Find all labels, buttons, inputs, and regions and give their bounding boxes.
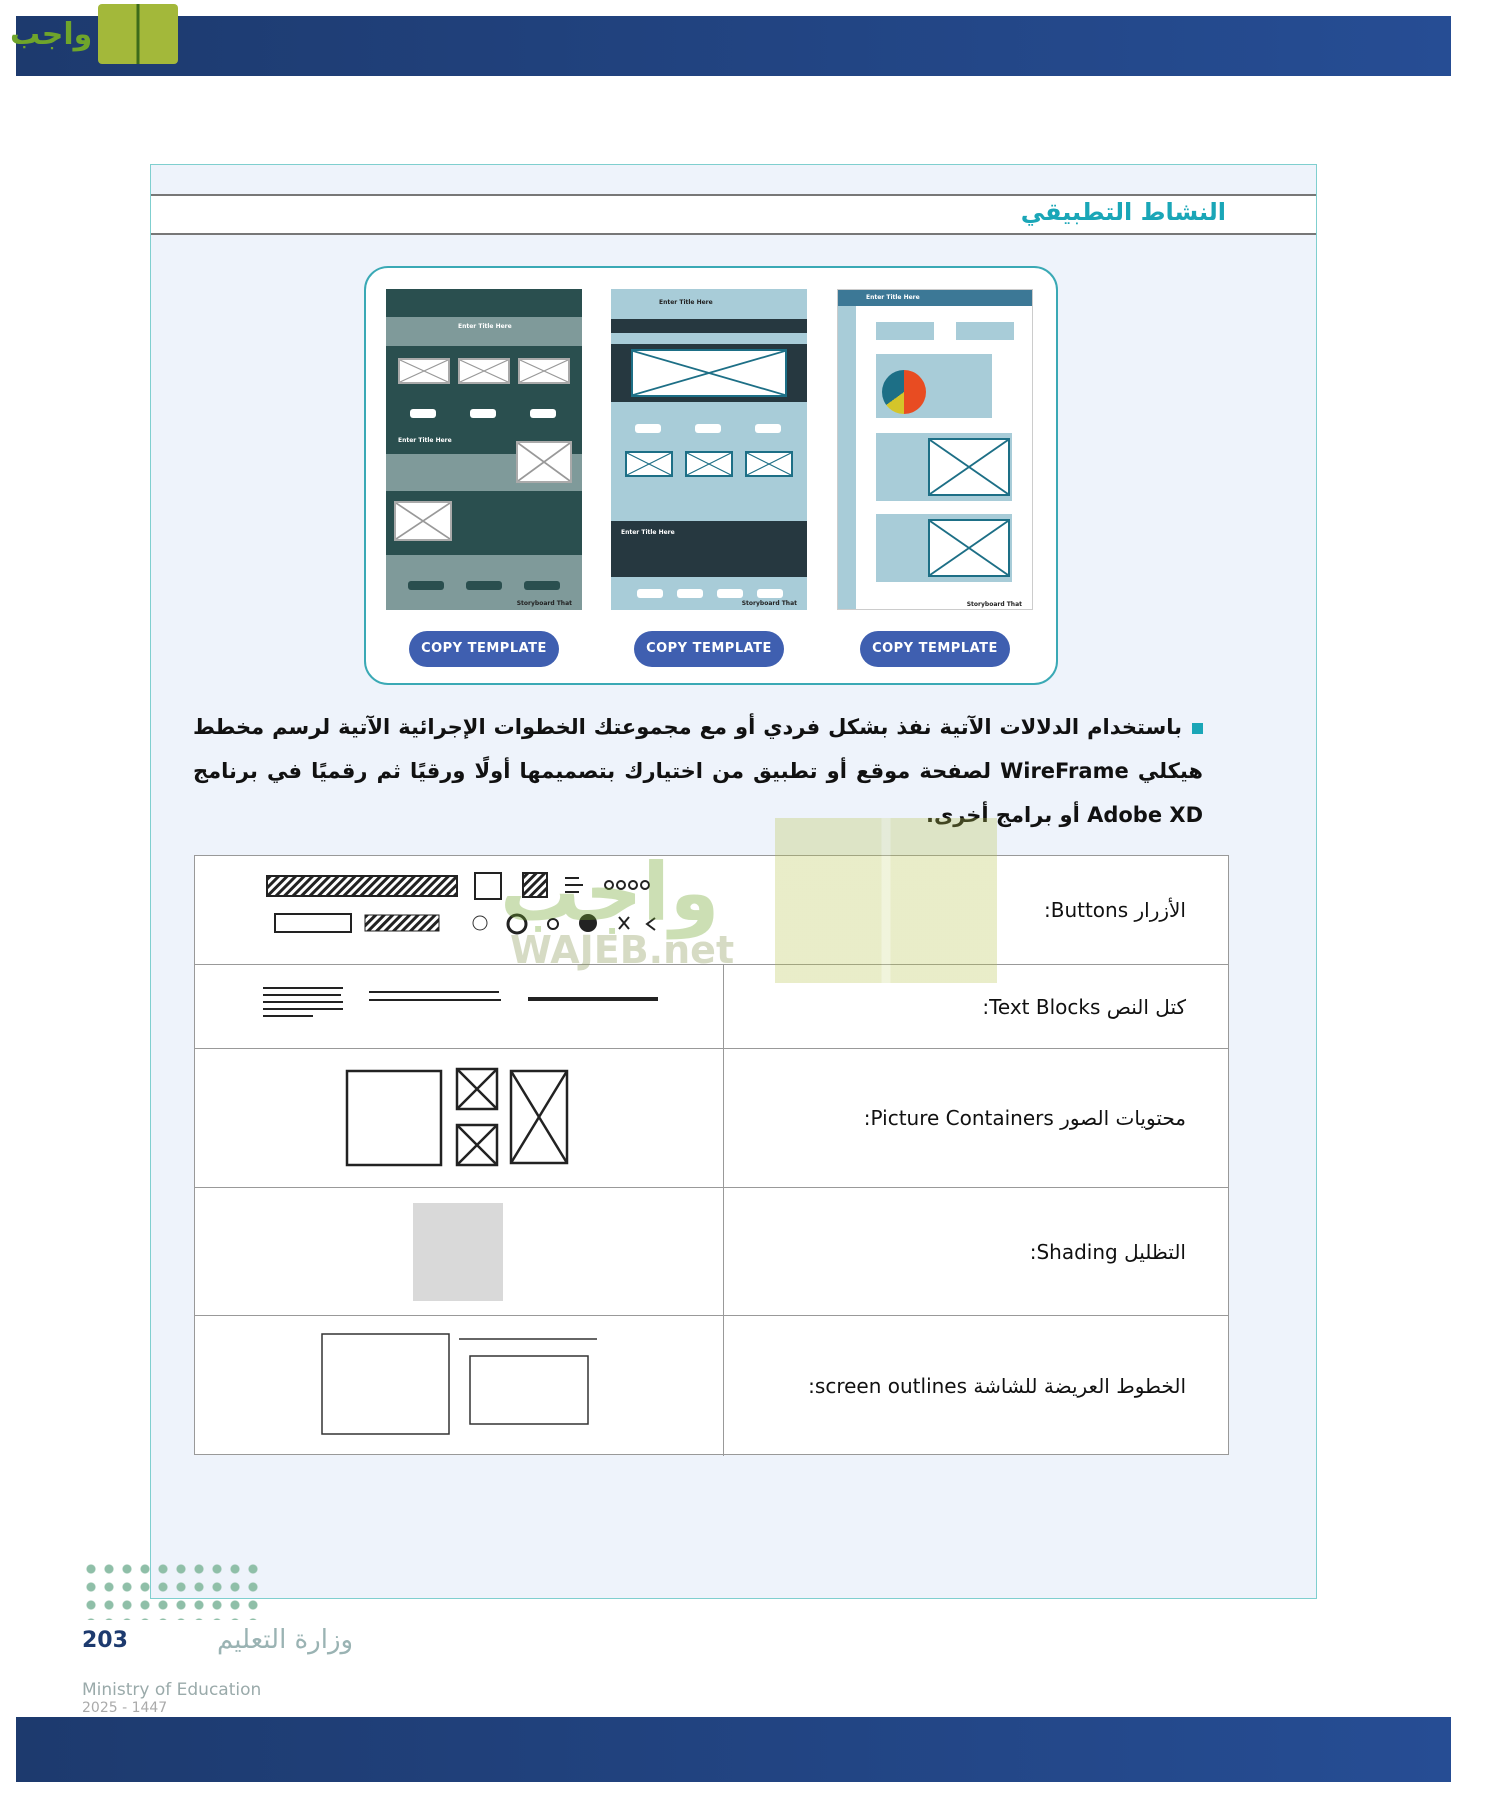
- column-divider: [723, 965, 724, 1048]
- brand-label: Storyboard That: [966, 601, 1022, 608]
- bottom-banner: [16, 1717, 1451, 1782]
- ministry-name-en: Ministry of Education: [82, 1680, 262, 1700]
- column-divider: [723, 1049, 724, 1187]
- edition-year: 2025 - 1447: [82, 1700, 168, 1716]
- row-label: التظليل Shading:: [1029, 1239, 1186, 1264]
- ministry-dots-icon: [82, 1560, 262, 1620]
- column-divider: [723, 1316, 724, 1456]
- column-divider: [723, 1188, 724, 1315]
- watermark-book-icon: [775, 818, 997, 983]
- picture-containers-sketch-icon: [195, 1049, 723, 1188]
- copy-template-button-2[interactable]: COPY TEMPLATE: [634, 631, 784, 667]
- shading-swatch-icon: [413, 1203, 503, 1301]
- logo-text: واجب: [10, 16, 93, 52]
- section-title: النشاط التطبيقي: [1020, 198, 1226, 226]
- template-preview-1[interactable]: [386, 289, 582, 610]
- activity-box: [150, 164, 1317, 1599]
- copy-template-button-1[interactable]: COPY TEMPLATE: [409, 631, 559, 667]
- template-preview-2[interactable]: [611, 289, 807, 610]
- template-title: Enter Title Here: [458, 323, 512, 330]
- text-blocks-sketch-icon: [195, 965, 723, 1049]
- table-row: [195, 1316, 1228, 1456]
- instructions-paragraph: [193, 705, 1203, 837]
- pie-chart-icon: [882, 370, 926, 414]
- brand-label: Storyboard That: [741, 600, 797, 607]
- top-banner: [16, 16, 1451, 76]
- row-label: محتويات الصور Picture Containers:: [863, 1106, 1186, 1130]
- template-preview-3[interactable]: [837, 289, 1033, 610]
- table-row: [195, 1188, 1228, 1316]
- table-row: [195, 1049, 1228, 1188]
- watermark-domain: WAJEB.net: [510, 928, 735, 972]
- wajeb-logo: [10, 4, 178, 64]
- template-title: Enter Title Here: [659, 299, 713, 306]
- template-subtitle: Enter Title Here: [621, 529, 675, 536]
- watermark-text: واجب: [500, 846, 720, 939]
- bullet-icon: [1192, 723, 1203, 734]
- row-label: الأزرار Buttons:: [1043, 898, 1186, 922]
- ministry-name-ar: وزارة التعليم: [217, 1625, 354, 1655]
- table-row: [195, 965, 1228, 1049]
- template-title: Enter Title Here: [866, 294, 920, 301]
- book-icon: [98, 4, 178, 64]
- brand-label: Storyboard That: [516, 600, 572, 607]
- header-stripe: [151, 165, 1316, 196]
- page-number: 203: [82, 1628, 128, 1653]
- templates-panel: [364, 266, 1058, 685]
- row-label: الخطوط العريضة للشاشة screen outlines:: [808, 1374, 1186, 1398]
- copy-template-button-3[interactable]: COPY TEMPLATE: [860, 631, 1010, 667]
- paragraph-text: باستخدام الدلالات الآتية نفذ بشكل فردي أو مع مجموعتك الخطوات الإجرائية الآتية لرسم مخطط هيكلي WireFrame لصفحة موقع أو تطبيق من اختيارك بتصميمها أولًا ورقيًا ثم رقميًا في برنامج Adobe XD أو برامج أخرى.: [193, 715, 1203, 827]
- template-subtitle: Enter Title Here: [398, 437, 452, 444]
- screen-outlines-sketch-icon: [195, 1316, 723, 1456]
- title-row: [151, 196, 1316, 235]
- row-label: كتل النص Text Blocks:: [982, 994, 1186, 1019]
